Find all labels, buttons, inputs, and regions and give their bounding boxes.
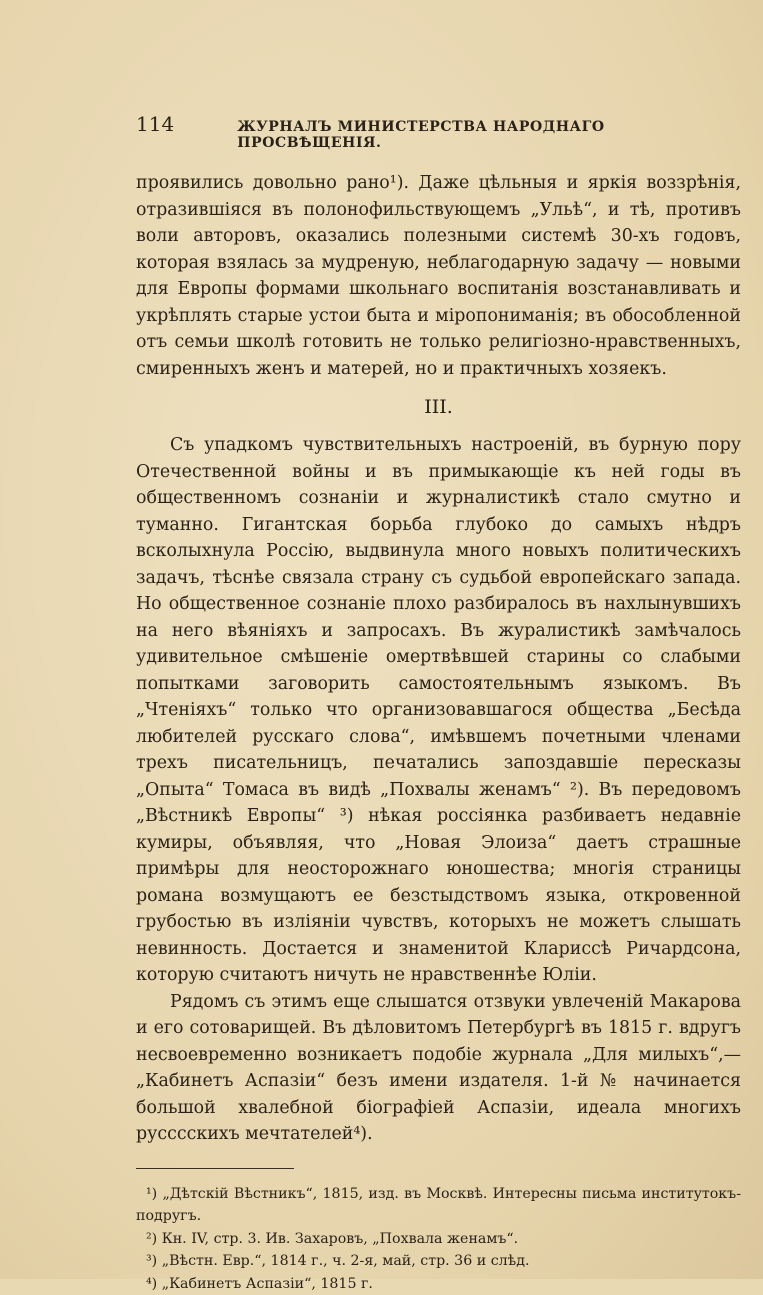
footnote-2: ²) Кн. IV, стр. 3. Ив. Захаровъ, „Похвала женамъ“. (136, 1228, 741, 1251)
body-text (136, 170, 741, 1148)
page-number: 114 (136, 112, 237, 136)
footnote-divider (136, 1168, 294, 1169)
footnote-4: ⁴) „Кабинетъ Аспазіи“, 1815 г. (136, 1273, 741, 1295)
page-header (136, 112, 741, 140)
running-title: ЖУРНАЛЪ МИНИСТЕРСТВА НАРОДНАГО ПРОСВѢЩЕНІЯ. (237, 119, 741, 151)
paragraph-3: Рядомъ съ этимъ еще слышатся отзвуки увлеченій Макарова и его сотоварищей. Въ дѣловитомъ Петербургѣ въ 1815 г. вдругъ несвоевременно возникаетъ подобіе журнала „Для милыхъ“,—„Кабинетъ Аспазіи“ безъ имени издателя. 1-й № начинается большой хвалебной біографіей Аспазіи, идеала многихъ русссскихъ мечтателей⁴). (136, 989, 741, 1148)
footnotes (136, 1183, 741, 1295)
footnote-1: ¹) „Дѣтскій Вѣстникъ“, 1815, изд. въ Москвѣ. Интересны письма институтокъ-подругъ. (136, 1183, 741, 1228)
paragraph-2: Съ упадкомъ чувствительныхъ настроеній, въ бурную пору Отечественной войны и въ примыкающіе къ ней годы въ общественномъ сознаніи и журналистикѣ стало смутно и туманно. Гигантская борьба глубоко до самыхъ нѣдръ всколыхнула Россію, выдвинула много новыхъ политическихъ задачъ, тѣснѣе связала страну съ судьбой европейскаго запада. Но общественное сознаніе плохо разбиралось въ нахлынувшихъ на него вѣяніяхъ и запросахъ. Въ журалистикѣ замѣчалось удивительное смѣшеніе омертвѣвшей старины со слабыми попытками заговорить самостоятельнымъ языкомъ. Въ „Чтеніяхъ“ только что организовавшагося общества „Бесѣда любителей русскаго слова“, имѣвшемъ почетными членами трехъ писательницъ, печатались запоздавшіе пересказы „Опыта“ Томаса въ видѣ „Похвалы женамъ“ ²). Въ передовомъ „Вѣстникѣ Европы“ ³) нѣкая россіянка разбиваетъ недавніе кумиры, объявляя, что „Новая Элоиза“ даетъ страшные примѣры для неосторожнаго юношества; многія страницы романа возмущаютъ ее безстыдствомъ языка, откровенной грубостью въ изліяніи чувствъ, которыхъ не можетъ слышать невинность. Достается и знаменитой Клариссѣ Ричардсона, которую считаютъ ничуть не нравственнѣе Юліи. (136, 432, 741, 989)
paragraph-1: проявились довольно рано¹). Даже цѣльныя и яркія воззрѣнія, отразившіяся въ полонофильствующемъ „Ульѣ“, и тѣ, противъ воли авторовъ, оказались полезными системѣ 30-хъ годовъ, которая взялась за мудреную, неблагодарную задачу — новыми для Европы формами школьнаго воспитанія возстанавливать и укрѣплять старые устои быта и міропониманія; въ обособленной отъ семьи школѣ готовить не только религіозно-нравственныхъ, смиренныхъ женъ и матерей, но и практичныхъ хозяекъ. (136, 170, 741, 382)
footnote-3: ³) „Вѣстн. Евр.“, 1814 г., ч. 2-я, май, стр. 36 и слѣд. (136, 1250, 741, 1273)
section-heading: III. (136, 394, 741, 420)
